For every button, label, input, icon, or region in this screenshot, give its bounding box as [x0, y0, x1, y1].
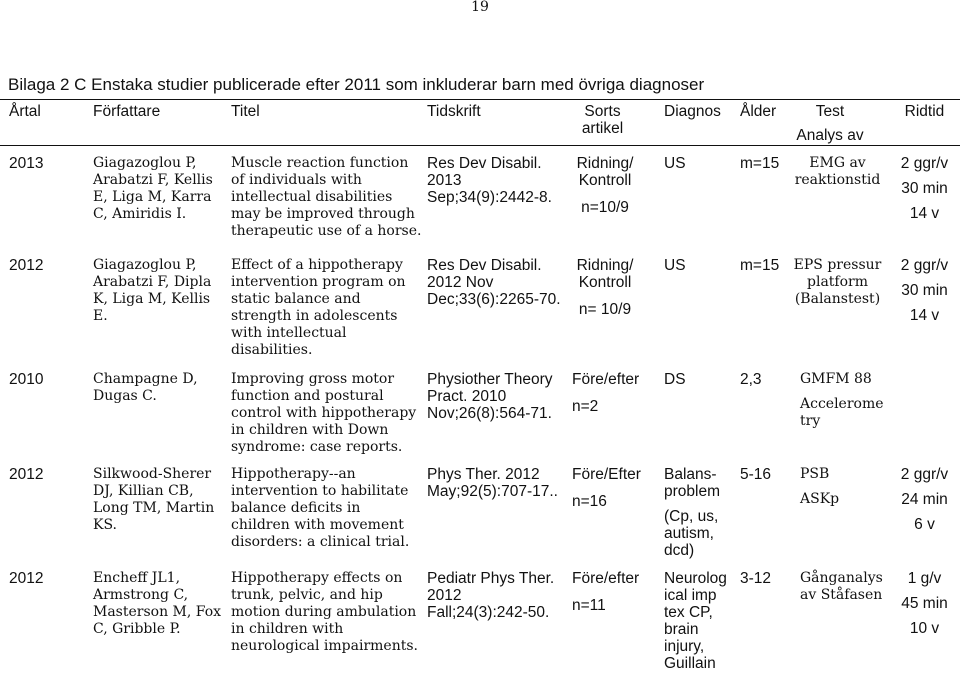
cell-line: function and postural	[231, 388, 384, 404]
page-number: 19	[471, 0, 489, 15]
cell-line: Fall;24(3):242-50.	[427, 604, 550, 621]
header-time-line: Ridtid	[904, 103, 945, 120]
cell-line: problem	[664, 483, 720, 500]
cell-line: Före/efter	[572, 570, 640, 587]
cell-line: E.	[93, 308, 108, 324]
cell-line: 2012	[9, 466, 44, 483]
cell-line: intervention program on	[231, 274, 406, 290]
cell-line: Masterson M, Fox	[93, 604, 222, 620]
cell-line: in children with	[231, 621, 344, 637]
cell-line: disabilities.	[231, 342, 313, 358]
cell-line: C, Gribble P.	[93, 621, 181, 637]
cell-line: Före/efter	[572, 371, 640, 388]
cell-line: 6 v	[914, 516, 935, 533]
cell-line: Dugas C.	[93, 388, 157, 404]
cell-line: m=15	[740, 257, 780, 274]
cell-line: neurological impairments.	[231, 638, 418, 654]
cell-line: with intellectual	[231, 325, 347, 341]
cell-line: Arabatzi F, Dipla	[93, 274, 212, 290]
row-2-authors	[93, 257, 218, 325]
cell-line: 2 ggr/v	[900, 257, 949, 274]
row-2-type	[560, 257, 650, 318]
cell-line: may be improved through	[231, 206, 415, 222]
cell-line: Effect of a hippotherapy	[231, 257, 403, 273]
cell-line: 14 v	[909, 205, 940, 222]
cell-line: ASKp	[800, 491, 840, 507]
cell-line: strength in adolescents	[231, 308, 398, 324]
row-1-time	[893, 155, 956, 222]
cell-line: Gånganalys	[800, 570, 883, 586]
row-5-age	[740, 570, 795, 587]
cell-line: Balans-	[664, 466, 717, 483]
cell-line: autism,	[664, 525, 714, 542]
cell-line: injury,	[664, 638, 705, 655]
cell-line: Pract. 2010	[427, 388, 507, 405]
cell-line: Long TM, Martin	[93, 500, 215, 516]
row-5-test	[800, 570, 888, 604]
cell-line: control with hippotherapy	[231, 405, 417, 421]
cell-line: children with movement	[231, 517, 404, 533]
cell-line: Hippotherapy effects on	[231, 570, 403, 586]
row-5-time	[893, 570, 956, 637]
cell-line: static balance and	[231, 291, 361, 307]
header-year-line: Årtal	[9, 103, 41, 120]
cell-line: 2 ggr/v	[900, 155, 949, 172]
cell-line: 2012	[427, 587, 462, 604]
cell-line: try	[800, 413, 821, 429]
cell-line: Muscle reaction function	[231, 155, 409, 171]
cell-line: disorders: a clinical trial.	[231, 534, 410, 550]
row-4-test	[800, 466, 888, 508]
header-test	[785, 103, 875, 144]
cell-line: motion during ambulation	[231, 604, 417, 620]
header-age-line: Ålder	[740, 103, 777, 120]
row-4-journal	[427, 466, 567, 500]
row-4-time	[893, 466, 956, 533]
row-4-authors	[93, 466, 218, 534]
cell-line: 2012	[9, 570, 44, 587]
cell-line: Hippotherapy--an	[231, 466, 356, 482]
cell-line: Kontroll	[578, 274, 632, 291]
cell-line: Armstrong C,	[93, 587, 189, 603]
cell-line: Ridning/	[576, 257, 634, 274]
cell-line: Res Dev Disabil.	[427, 155, 542, 172]
cell-line: (Balanstest)	[794, 291, 881, 307]
row-3-age	[740, 371, 795, 388]
cell-line: PSB	[800, 466, 830, 482]
cell-line: DS	[664, 371, 686, 388]
header-test-line: Test	[815, 103, 845, 120]
row-2-age	[740, 257, 795, 274]
cell-line: Guillain	[664, 655, 716, 672]
header-title-line: Titel	[231, 103, 260, 120]
cell-line: Pediatr Phys Ther.	[427, 570, 555, 587]
header-type-line: Sorts	[584, 103, 621, 120]
cell-line: Phys Ther. 2012	[427, 466, 540, 483]
row-4-year	[9, 466, 69, 483]
row-5-diagnosis	[664, 570, 734, 672]
cell-line: Arabatzi F, Kellis	[93, 172, 213, 188]
row-2-journal	[427, 257, 567, 308]
cell-line: KS.	[93, 517, 118, 533]
row-5-type	[572, 570, 647, 614]
cell-line: syndrome: case reports.	[231, 439, 403, 455]
cell-line: ical imp	[664, 587, 717, 604]
row-3-authors	[93, 371, 218, 405]
row-1-age	[740, 155, 795, 172]
cell-line: 1 g/v	[907, 570, 942, 587]
row-5-journal	[427, 570, 567, 621]
cell-line: therapeutic use of a horse.	[231, 223, 422, 239]
cell-line: Kontroll	[578, 172, 632, 189]
row-3-journal	[427, 371, 567, 422]
cell-line: trunk, pelvic, and hip	[231, 587, 383, 603]
cell-line: E, Liga M, Karra	[93, 189, 212, 205]
cell-line: 30 min	[901, 180, 948, 197]
cell-line: n=10/9	[581, 199, 629, 216]
row-5-year	[9, 570, 69, 587]
header-test-line: Analys av	[796, 127, 864, 144]
header-authors	[93, 103, 218, 120]
cell-line: 45 min	[901, 595, 948, 612]
cell-line: Accelerome	[800, 396, 884, 412]
cell-line: US	[664, 155, 686, 172]
row-2-title	[231, 257, 416, 359]
cell-line: US	[664, 257, 686, 274]
cell-line: of individuals with	[231, 172, 362, 188]
cell-line: Silkwood-Sherer	[93, 466, 212, 482]
cell-line: GMFM 88	[800, 371, 872, 387]
cell-line: Neurolog	[664, 570, 727, 587]
cell-line: brain	[664, 621, 699, 638]
row-2-diagnosis	[664, 257, 734, 274]
row-1-authors	[93, 155, 218, 223]
cell-line: tex CP,	[664, 604, 713, 621]
row-2-time	[893, 257, 956, 324]
table-top-rule	[0, 99, 960, 100]
cell-line: 2010	[9, 371, 44, 388]
cell-line: 2013	[9, 155, 44, 172]
cell-line: platform	[807, 274, 868, 290]
cell-line: 2,3	[740, 371, 762, 388]
cell-line: n= 10/9	[578, 301, 632, 318]
row-1-test	[790, 155, 885, 189]
cell-line: balance deficits in	[231, 500, 361, 516]
header-time	[893, 103, 956, 120]
row-4-type	[572, 466, 647, 510]
cell-line: 14 v	[909, 307, 940, 324]
cell-line: Giagazoglou P,	[93, 155, 197, 171]
header-journal	[427, 103, 567, 120]
cell-line: 5-16	[740, 466, 772, 483]
row-1-type	[560, 155, 650, 216]
cell-line: av Ståfasen	[800, 587, 883, 603]
cell-line: (Cp, us,	[664, 508, 719, 525]
row-5-title	[231, 570, 416, 655]
row-3-type	[572, 371, 647, 415]
cell-line: 24 min	[901, 491, 948, 508]
cell-line: in children with Down	[231, 422, 389, 438]
document-heading: Bilaga 2 C Enstaka studier publicerade efter 2011 som inkluderar barn med övriga diagnoser	[8, 75, 705, 94]
cell-line: C, Amiridis I.	[93, 206, 187, 222]
cell-line: Physiother Theory	[427, 371, 553, 388]
cell-line: Sep;34(9):2442-8.	[427, 189, 552, 206]
cell-line: Encheff JL1,	[93, 570, 181, 586]
header-bottom-rule	[0, 145, 960, 146]
cell-line: n=16	[572, 493, 607, 510]
row-4-title	[231, 466, 416, 551]
header-diagnosis	[664, 103, 734, 120]
row-5-authors	[93, 570, 222, 638]
cell-line: DJ, Killian CB,	[93, 483, 194, 499]
row-3-test	[800, 371, 888, 430]
cell-line: Nov;26(8):564-71.	[427, 405, 552, 422]
cell-line: 30 min	[901, 282, 948, 299]
row-2-test	[790, 257, 885, 308]
cell-line: n=11	[572, 597, 606, 614]
cell-line: 2012	[9, 257, 44, 274]
cell-line: dcd)	[664, 542, 695, 559]
header-type	[555, 103, 650, 137]
cell-line: 10 v	[909, 620, 940, 637]
cell-line: Res Dev Disabil.	[427, 257, 542, 274]
cell-line: K, Liga M, Kellis	[93, 291, 211, 307]
cell-line: n=2	[572, 398, 599, 415]
cell-line: 2 ggr/v	[900, 466, 949, 483]
cell-line: reaktionstid	[794, 172, 881, 188]
cell-line: EMG av	[809, 155, 866, 171]
cell-line: Giagazoglou P,	[93, 257, 197, 273]
cell-line: m=15	[740, 155, 780, 172]
cell-line: 2012 Nov	[427, 274, 494, 291]
row-4-age	[740, 466, 795, 483]
header-diagnosis-line: Diagnos	[664, 103, 721, 120]
cell-line: May;92(5):707-17..	[427, 483, 558, 500]
header-year	[9, 103, 69, 120]
cell-line: Improving gross motor	[231, 371, 395, 387]
header-authors-line: Författare	[93, 103, 161, 120]
row-1-title	[231, 155, 422, 240]
row-3-year	[9, 371, 69, 388]
row-2-year	[9, 257, 69, 274]
cell-line: EPS pressur	[793, 257, 882, 273]
row-1-year	[9, 155, 69, 172]
header-type-line: artikel	[581, 120, 624, 137]
row-3-title	[231, 371, 416, 456]
cell-line: intellectual disabilities	[231, 189, 393, 205]
row-1-journal	[427, 155, 567, 206]
header-journal-line: Tidskrift	[427, 103, 481, 120]
cell-line: intervention to habilitate	[231, 483, 409, 499]
cell-line: 2013	[427, 172, 462, 189]
header-title	[231, 103, 416, 120]
row-1-diagnosis	[664, 155, 734, 172]
cell-line: Champagne D,	[93, 371, 198, 387]
cell-line: Dec;33(6):2265-70.	[427, 291, 561, 308]
cell-line: Ridning/	[576, 155, 634, 172]
row-4-diagnosis	[664, 466, 734, 559]
cell-line: 3-12	[740, 570, 772, 587]
cell-line: Före/Efter	[572, 466, 641, 483]
row-3-diagnosis	[664, 371, 734, 388]
